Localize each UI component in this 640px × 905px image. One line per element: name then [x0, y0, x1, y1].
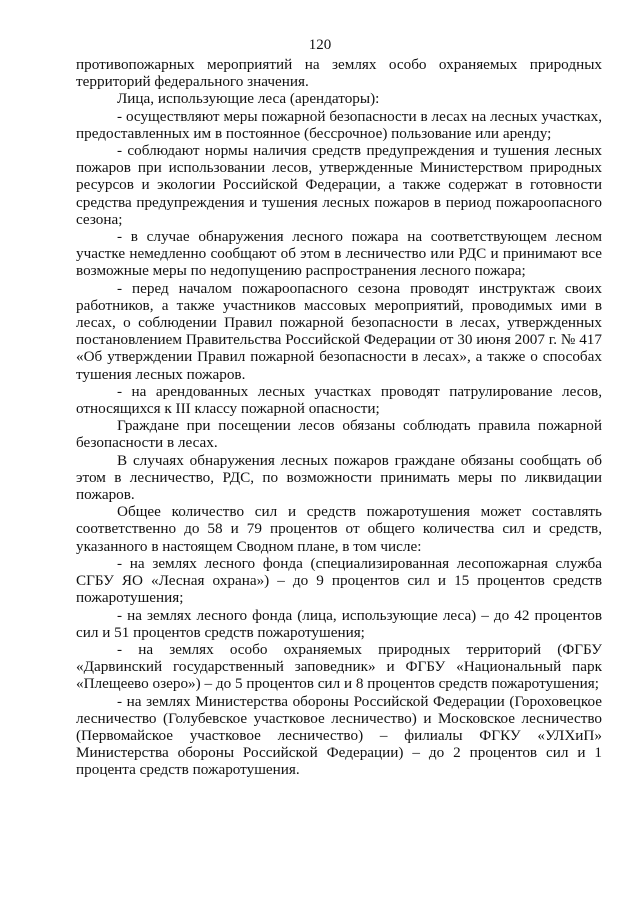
paragraph-continuation: противопожарных мероприятий на землях особо охраняемых природных территорий федерального значения.	[76, 56, 602, 91]
paragraph-forces-lessees: - на землях лесного фонда (лица, использующие леса) – до 42 процентов сил и 51 процентов средств пожаротушения;	[76, 606, 602, 641]
document-body	[76, 56, 602, 779]
paragraph-citizens-rules: Граждане при посещении лесов обязаны соблюдать правила пожарной безопасности в лесах.	[76, 417, 602, 452]
page-number: 120	[308, 37, 332, 53]
paragraph-lessees-briefing: - перед началом пожароопасного сезона проводят инструктаж своих работников, а также участников массовых мероприятий, проводимых ими в лесах, о соблюдении Правил пожарной безопасности в лесах, утвержденных постановлением Правительства Российской Федерации от 30 июня 2007 г. № 417 «Об утверждении Правил пожарной безопасности в лесах», а также о способах тушения лесных пожаров.	[76, 279, 602, 383]
paragraph-forces-protected-areas: - на землях особо охраняемых природных территорий (ФГБУ «Дарвинский государственный заповедник» и ФГБУ «Национальный парк «Плещеево озеро») – до 5 процентов сил и 8 процентов средств пожаротушения;	[76, 640, 602, 693]
paragraph-forces-total: Общее количество сил и средств пожаротушения может составлять соответственно до 58 и 79 процентов от общего количества сил и средств, указанного в настоящем Сводном плане, в том числе:	[76, 503, 602, 555]
paragraph-forces-forest-service: - на землях лесного фонда (специализированная лесопожарная служба СГБУ ЯО «Лесная охрана») – до 9 процентов сил и 15 процентов средств пожаротушения;	[76, 554, 602, 607]
paragraph-lessees-detection: - в случае обнаружения лесного пожара на соответствующем лесном участке немедленно сообщают об этом в лесничество или РДС и принимают все возможные меры по недопущению распространения лесного пожара;	[76, 228, 602, 280]
paragraph-lessees-norms: - соблюдают нормы наличия средств предупреждения и тушения лесных пожаров при использовании лесов, утвержденные Министерством природных ресурсов и экологии Российской Федерации, а также содержат в готовности средства предупреждения и тушения лесных пожаров в период пожароопасного сезона;	[76, 142, 602, 228]
paragraph-lessees-heading: Лица, использующие леса (арендаторы):	[117, 90, 380, 108]
paragraph-forces-defense-ministry: - на землях Министерства обороны Российской Федерации (Гороховецкое лесничество (Голубевское участковое лесничество) и Московское лесничество (Первомайское участковое лесничество) – филиалы ФГКУ «УЛХиП» Министерства обороны Российской Федерации) – до 2 процентов сил и 1 процента средств пожаротушения.	[76, 692, 602, 779]
paragraph-citizens-report: В случаях обнаружения лесных пожаров граждане обязаны сообщать об этом в лесничество, РДС, по возможности принимать меры по ликвидации пожаров.	[76, 451, 602, 504]
paragraph-lessees-measures: - осуществляют меры пожарной безопасности в лесах на лесных участках, предоставленных им в постоянное (бессрочное) пользование или аренду;	[76, 107, 602, 142]
paragraph-lessees-patrol: - на арендованных лесных участках проводят патрулирование лесов, относящихся к III классу пожарной опасности;	[76, 382, 602, 418]
